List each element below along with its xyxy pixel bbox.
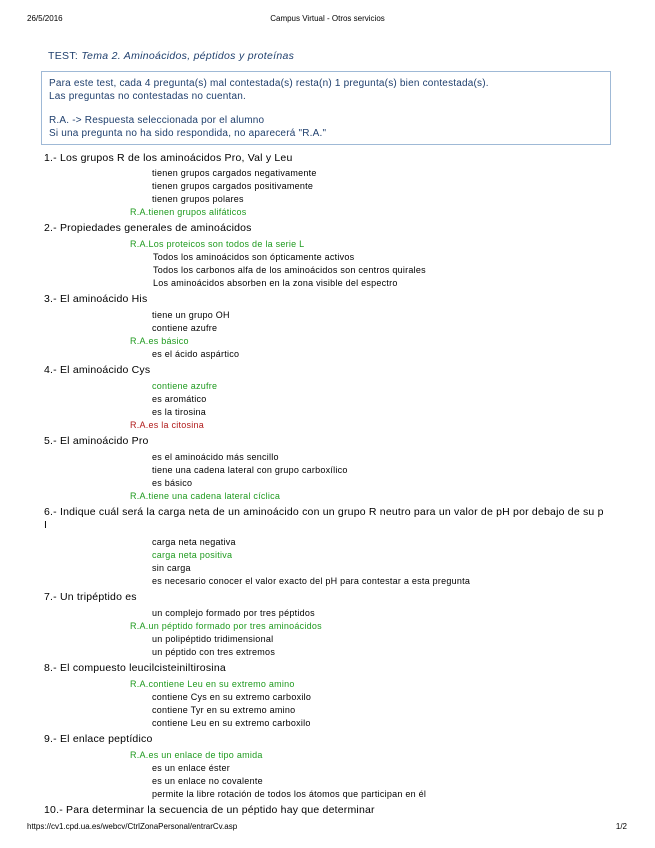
q2-option-4: Los aminoácidos absorben en la zona visible del espectro bbox=[153, 278, 398, 288]
q1-option-1: tienen grupos cargados negativamente bbox=[152, 168, 317, 178]
info-line-4: Si una pregunta no ha sido respondida, no aparecerá "R.A." bbox=[49, 127, 327, 139]
question-9: 9.- El enlace peptídico bbox=[44, 733, 153, 745]
question-7: 7.- Un tripéptido es bbox=[44, 591, 137, 603]
q8-option-3: contiene Tyr en su extremo amino bbox=[152, 705, 296, 715]
q8-option-4: contiene Leu en su extremo carboxilo bbox=[152, 718, 311, 728]
q3-option-1: tiene un grupo OH bbox=[152, 310, 230, 320]
q6-option-1: carga neta negativa bbox=[152, 537, 236, 547]
question-6: 6.- Indique cuál será la carga neta de un aminoácido con un grupo R neutro para un valor de pH por debajo de su p I bbox=[44, 506, 604, 531]
instructions-box bbox=[41, 71, 611, 145]
q9-option-2: es un enlace éster bbox=[152, 763, 231, 773]
question-4: 4.- El aminoácido Cys bbox=[44, 364, 151, 376]
info-line-1: Para este test, cada 4 pregunta(s) mal contestada(s) resta(n) 1 pregunta(s) bien contestada(s). bbox=[49, 78, 489, 89]
q3-option-4: es el ácido aspártico bbox=[152, 349, 240, 359]
page-url: https://cv1.cpd.ua.es/webcv/CtrlZonaPersonal/entrarCv.asp bbox=[27, 822, 238, 831]
question-8: 8.- El compuesto leucilcisteiniltirosina bbox=[44, 662, 226, 674]
page-number: 1/2 bbox=[615, 822, 627, 831]
q6-option-3: sin carga bbox=[152, 563, 191, 573]
q4-option-4: R.A.es la citosina bbox=[130, 420, 205, 430]
q9-option-4: permite la libre rotación de todos los átomos que participan en él bbox=[152, 789, 427, 799]
q6-option-2: carga neta positiva bbox=[152, 550, 233, 560]
q5-option-4: R.A.tiene una cadena lateral cíclica bbox=[130, 491, 281, 501]
q1-option-3: tienen grupos polares bbox=[152, 194, 244, 204]
q3-option-3: R.A.es básico bbox=[130, 336, 189, 346]
question-3: 3.- El aminoácido His bbox=[44, 293, 148, 305]
test-label: TEST: bbox=[48, 50, 82, 62]
q7-option-1: un complejo formado por tres péptidos bbox=[152, 608, 315, 618]
q8-option-2: contiene Cys en su extremo carboxilo bbox=[152, 692, 312, 702]
q8-option-1: R.A.contiene Leu en su extremo amino bbox=[130, 679, 295, 689]
q4-option-2: es aromático bbox=[152, 394, 207, 404]
question-10: 10.- Para determinar la secuencia de un péptido hay que determinar bbox=[44, 804, 375, 816]
q9-option-3: es un enlace no covalente bbox=[152, 776, 263, 786]
q7-option-4: un péptido con tres extremos bbox=[152, 647, 276, 657]
test-title bbox=[48, 50, 294, 62]
q5-option-2: tiene una cadena lateral con grupo carboxílico bbox=[152, 465, 348, 475]
q5-option-1: es el aminoácido más sencillo bbox=[152, 452, 279, 462]
q4-option-1: contiene azufre bbox=[152, 381, 218, 391]
q3-option-2: contiene azufre bbox=[152, 323, 218, 333]
q5-option-3: es básico bbox=[152, 478, 193, 488]
q4-option-3: es la tirosina bbox=[152, 407, 207, 417]
q7-option-3: un polipéptido tridimensional bbox=[152, 634, 274, 644]
q1-option-2: tienen grupos cargados positivamente bbox=[152, 181, 314, 191]
q2-option-3: Todos los carbonos alfa de los aminoácidos son centros quirales bbox=[153, 265, 426, 275]
q2-option-1: R.A.Los proteicos son todos de la serie L bbox=[130, 239, 305, 249]
page-header-title: Campus Virtual - Otros servicios bbox=[270, 14, 385, 23]
print-date: 26/5/2016 bbox=[27, 14, 63, 23]
question-1: 1.- Los grupos R de los aminoácidos Pro, Val y Leu bbox=[44, 152, 293, 164]
info-line-2: Las preguntas no contestadas no cuentan. bbox=[49, 90, 247, 102]
q7-option-2: R.A.un péptido formado por tres aminoácidos bbox=[130, 621, 322, 631]
q6-option-4: es necesario conocer el valor exacto del pH para contestar a esta pregunta bbox=[152, 576, 471, 586]
q1-option-4: R.A.tienen grupos alifáticos bbox=[130, 207, 247, 217]
test-topic: Tema 2. Aminoácidos, péptidos y proteínas bbox=[81, 50, 295, 62]
q2-option-2: Todos los aminoácidos son ópticamente activos bbox=[153, 252, 355, 262]
question-2: 2.- Propiedades generales de aminoácidos bbox=[44, 222, 252, 234]
info-line-3: R.A. -> Respuesta seleccionada por el alumno bbox=[49, 115, 265, 126]
q9-option-1: R.A.es un enlace de tipo amida bbox=[130, 750, 263, 760]
question-5: 5.- El aminoácido Pro bbox=[44, 435, 149, 447]
